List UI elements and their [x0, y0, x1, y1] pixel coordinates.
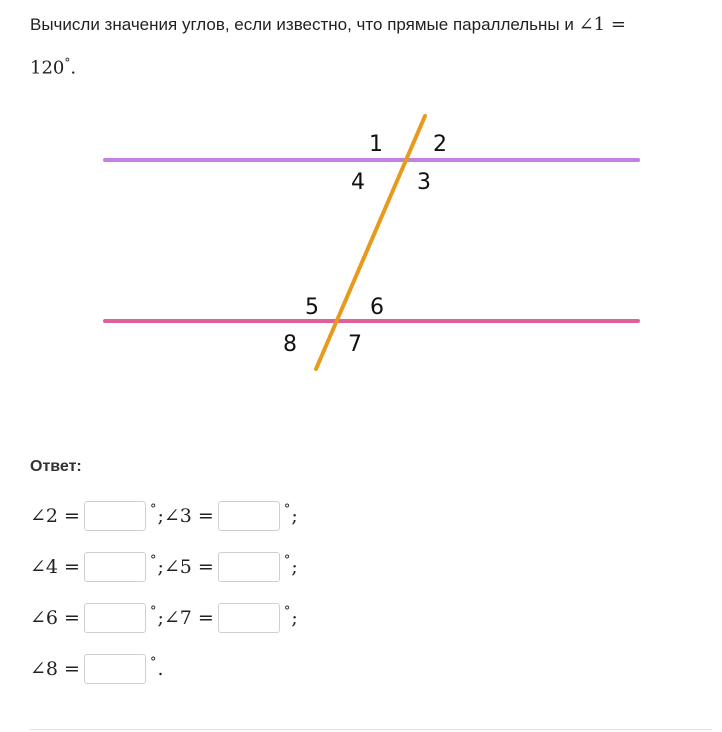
row-end: ;	[291, 556, 298, 578]
angle-7-input[interactable]	[218, 603, 280, 633]
angle-4-input[interactable]	[84, 552, 146, 582]
angle-3-input[interactable]	[218, 501, 280, 531]
task-period: .	[70, 57, 77, 79]
angle-label-6: 6	[370, 295, 384, 320]
degree-sign: °	[64, 56, 71, 70]
angle-label-2: 2	[433, 132, 447, 157]
angle-4-label: ∠4 =	[30, 556, 80, 578]
angle-label-3: 3	[417, 170, 431, 195]
answer-row	[30, 550, 298, 584]
angle-condition: ∠1 =	[578, 14, 626, 35]
degree-sign: °	[149, 501, 157, 517]
angle-6-label: ∠6 =	[30, 607, 80, 629]
angle-label-8: 8	[283, 332, 297, 357]
degree-sign: °	[283, 501, 291, 517]
answer-row	[30, 601, 298, 635]
row-end: ;	[291, 607, 298, 629]
separator: ;	[157, 607, 164, 629]
angle-3-label: ∠3 =	[163, 505, 214, 527]
separator: ;	[157, 556, 164, 578]
angle-6-input[interactable]	[84, 603, 146, 633]
task-statement: Вычисли значения углов, если известно, что прямые параллельны и	[30, 15, 574, 34]
separator: ;	[157, 505, 164, 527]
divider	[30, 729, 712, 730]
row-end: .	[157, 658, 164, 680]
angle-2-input[interactable]	[84, 501, 146, 531]
parallel-lines-diagram	[0, 90, 722, 390]
angle-label-1: 1	[369, 132, 383, 157]
angle-8-input[interactable]	[84, 654, 146, 684]
answer-row	[30, 652, 164, 686]
row-end: ;	[291, 505, 298, 527]
angle-5-label: ∠5 =	[163, 556, 214, 578]
angle-label-7: 7	[348, 332, 362, 357]
degree-sign: °	[149, 552, 157, 568]
degree-sign: °	[149, 603, 157, 619]
degree-sign: °	[283, 603, 291, 619]
angle-5-input[interactable]	[218, 552, 280, 582]
angle-8-label: ∠8 =	[30, 658, 80, 680]
degree-sign: °	[149, 654, 157, 670]
answer-label: Ответ:	[30, 458, 82, 475]
angle-2-label: ∠2 =	[30, 505, 80, 527]
angle-label-5: 5	[305, 295, 319, 320]
answer-row	[30, 499, 298, 533]
task-text	[30, 6, 690, 88]
angle-7-label: ∠7 =	[163, 607, 214, 629]
degree-sign: °	[283, 552, 291, 568]
angle-value: 120	[30, 57, 65, 79]
angle-label-4: 4	[351, 170, 365, 195]
